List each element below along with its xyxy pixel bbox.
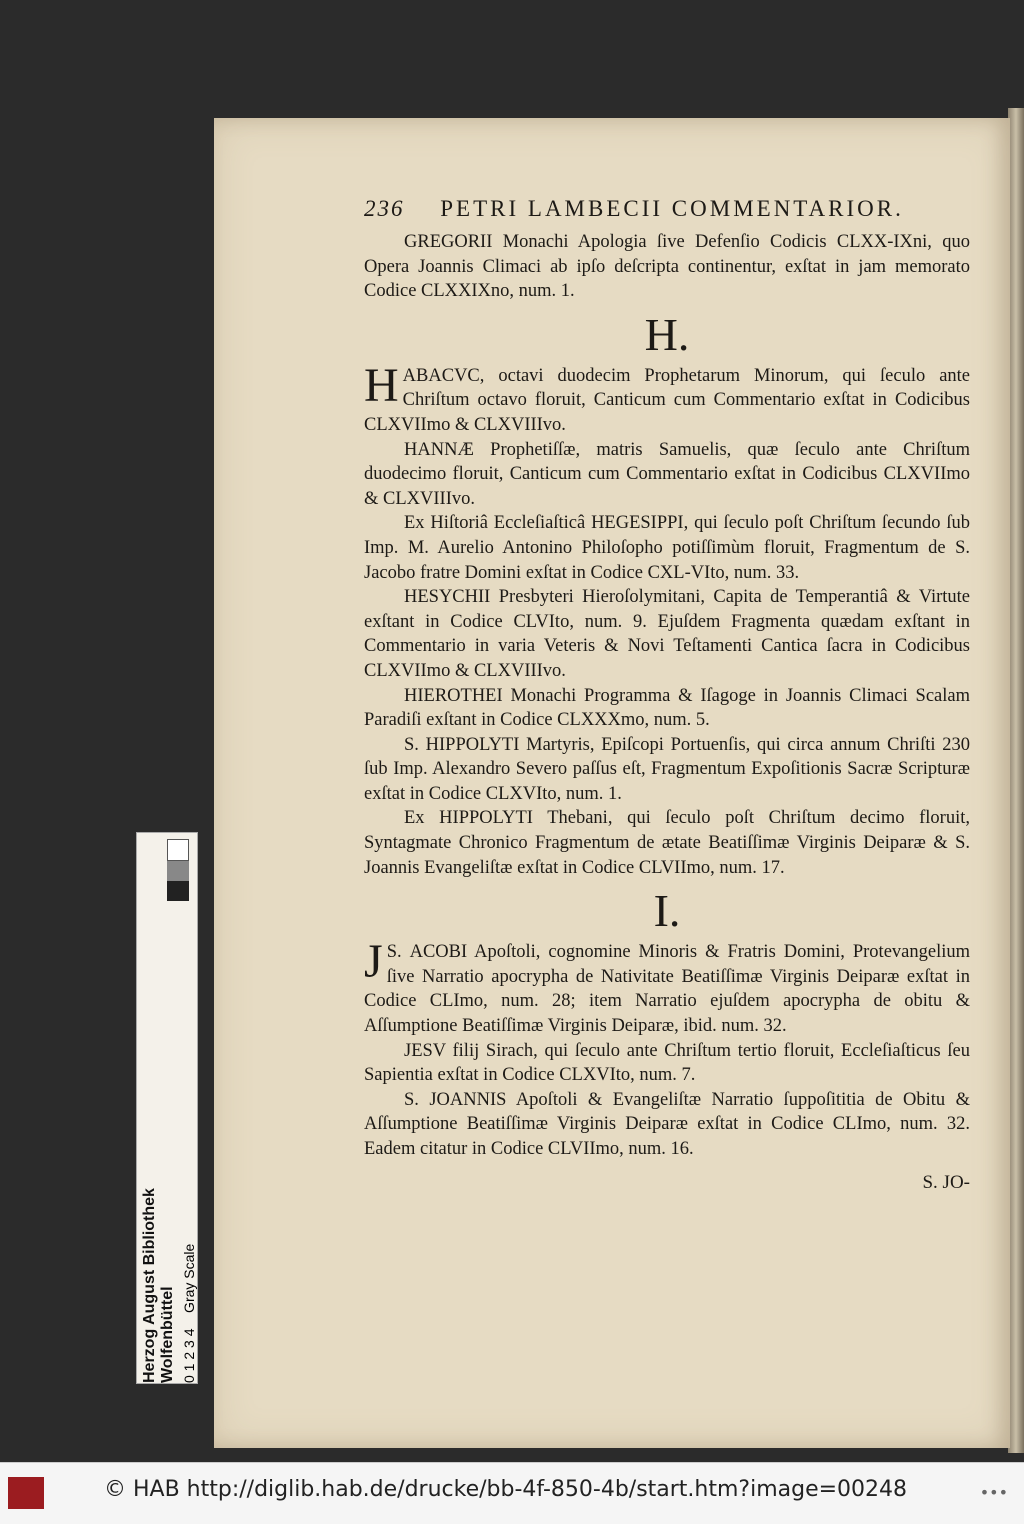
entry-jesu: JESV filij Sirach, qui ſeculo ante Chriſtum tertio floruit, Eccleſiaſticus ſeu Sapientia exſtat in Codice CLXVIto, num. 7. (364, 1040, 970, 1086)
entry-habacuc-text: ABACVC, octavi duodecim Prophetarum Minorum, qui ſeculo ante Chriſtum octavo floruit, Canticum cum Commentario exſtat in Codicibus CLXVIImo & CLXVIIIvo. (364, 365, 970, 435)
scale-ruler (136, 832, 198, 1384)
entry-jacobi (364, 935, 971, 1038)
entry-jacobi-text: ACOBI Apoſtoli, cognomine Minoris & Fratris Domini, Protevangelium ſive Narratio apocrypha de Nativitate Beatiſſimæ Virginis Deiparæ exſtat in Codice CLImo, num. 28; item Narratio ejuſdem apocrypha de obitu & Aſſumptione Beatiſſimæ Virginis Deiparæ, ibid. num. 32. (364, 942, 971, 1037)
entry-joannis: S. JOANNIS Apoſtoli & Evangeliſtæ Narratio ſuppoſititia de Obitu & Aſſumptione Beatiſſimæ Virginis Deiparæ exſtat in Codice CLImo, num. 32. Eadem citatur in Codice CLVIImo, num. 16. (364, 1089, 970, 1159)
book-page (214, 118, 1010, 1448)
drop-initial-j: J (364, 935, 383, 989)
entry-hesychii: HESYCHII Presbyteri Hieroſolymitani, Capita de Temperantiâ & Virtute exſtant in Codice CLVIto, num. 9. Ejuſdem Fragmenta quædam exſtant in Commentario in varia Veteris & Novi Teſtamenti Cantica ſacra in Codicibus CLXVIImo & CLXVIIIvo. (364, 587, 970, 681)
entry-hippolyti-portuensis: S. HIPPOLYTI Martyris, Epiſcopi Portuenſis, qui circa annum Chriſti 230 ſub Imp. Alexandro Severo paſſus eſt, Fragmentum Expoſitionis Sacræ Scripturæ exſtat in Codice CLXVIto, num. 1. (364, 734, 970, 804)
entry-hierothei: HIEROTHEI Monachi Programma & Iſagoge in Joannis Climaci Scalam Paradiſi exſtant in Codice CLXXXmo, num. 5. (364, 685, 970, 731)
ruler-labels (141, 853, 197, 1383)
gray-scale-label: Gray Scale (181, 1243, 197, 1313)
entry-habacuc (364, 358, 970, 438)
section-heading-i: I. (653, 885, 681, 937)
page-text (364, 196, 970, 1194)
section-heading-h: H. (644, 308, 690, 360)
entry-hegesippi: Ex Hiſtoriâ Eccleſiaſticâ HEGESIPPI, qui ſeculo poſt Chriſtum ſecundo ſub Imp. M. Aurelio Antonino Philoſopho potiſſimùm floruit, Fragmentum de S. Jacobo fratre Domini exſtat in Codice CXL-VIto, num. 33. (364, 513, 970, 583)
entry-hippolyti-thebani: Ex HIPPOLYTI Thebani, qui ſeculo poſt Chriſtum decimo floruit, Syntagmate Chronico Fragmentum de ætate Beatiſſimæ Virginis Deiparæ & S. Joannis Evangeliſtæ exſtat in Codice CLVIImo, num. 17. (364, 808, 970, 878)
viewer-footer (0, 1462, 1024, 1524)
drop-initial-h: H (364, 358, 399, 412)
book-spine (1008, 108, 1024, 1453)
running-header (364, 196, 970, 222)
jacobi-prefix: S. (386, 942, 402, 963)
entry-hannae: HANNÆ Prophetiſſæ, matris Samuelis, quæ ſeculo ante Chriſtum duodecimo floruit, Canticum cum Commentario exſtat in Codicibus CLXVIImo & CLXVIIIvo. (364, 439, 970, 509)
hab-logo-icon (8, 1477, 44, 1509)
entry-gregorii: GREGORII Monachi Apologia ſive Defenſio Codicis CLXX-IXni, quo Opera Joannis Climaci ab ipſo deſcripta continentur, exſtat in jam memorato Codice CLXXIXno, num. 1. (364, 232, 970, 302)
more-menu-icon[interactable]: ••• (979, 1483, 1008, 1502)
scale-numbers: 0 1 2 3 4 (181, 1328, 197, 1383)
running-title: PETRI LAMBECII COMMENTARIOR. (440, 196, 904, 221)
library-city: Wolfenbüttel (159, 1286, 176, 1383)
source-url[interactable]: © HAB http://diglib.hab.de/drucke/bb-4f-850-4b/start.htm?image=00248 (104, 1477, 908, 1502)
library-name: Herzog August Bibliothek (141, 1188, 158, 1383)
page-number: 236 (364, 196, 405, 221)
catchword: S. JO- (922, 1171, 970, 1193)
